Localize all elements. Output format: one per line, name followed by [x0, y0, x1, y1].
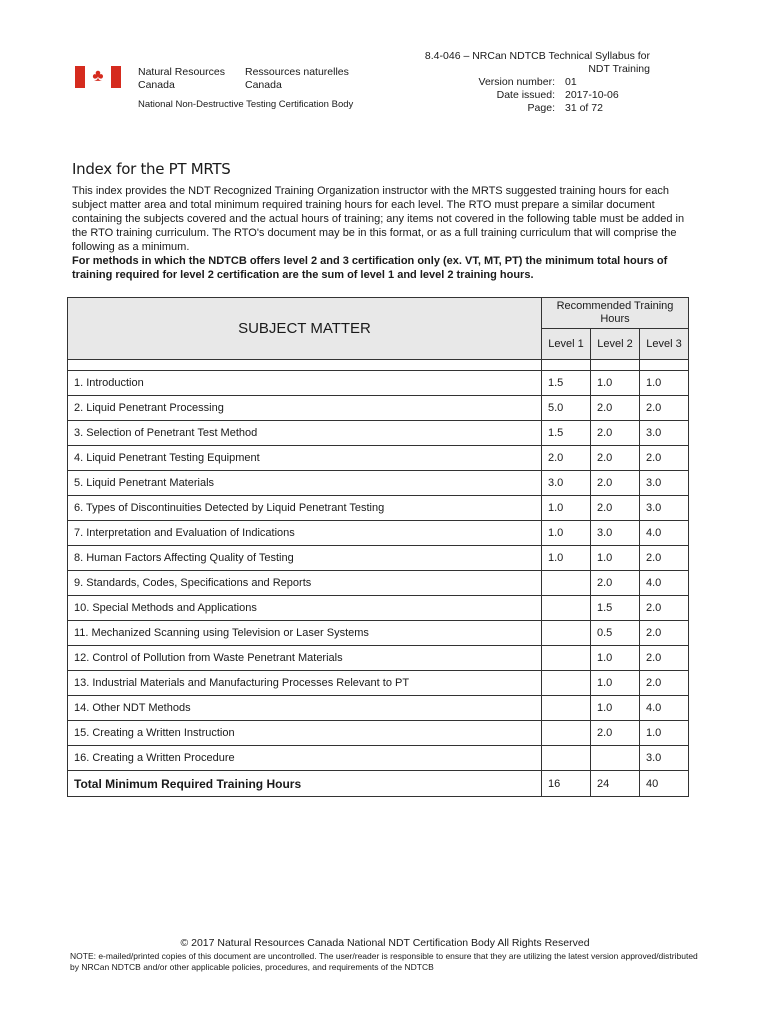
level2-hours: 1.5: [591, 596, 640, 621]
level2-hours: 1.0: [591, 696, 640, 721]
level2-hours: 1.0: [591, 646, 640, 671]
table-row: [68, 621, 689, 646]
level3-hours: 40: [640, 771, 689, 797]
level3-hours: 2.0: [640, 596, 689, 621]
footer: [70, 938, 700, 973]
level3-hours: 3.0: [640, 471, 689, 496]
table-row: [68, 496, 689, 521]
level3-hours: 2.0: [640, 396, 689, 421]
level3-hours: 3.0: [640, 421, 689, 446]
doc-id-line1: 8.4-046 – NRCan NDTCB Technical Syllabus for: [424, 50, 650, 62]
document-metadata: [400, 50, 650, 115]
total-row: [68, 771, 689, 797]
level1-hours: [542, 596, 591, 621]
table-row: [68, 596, 689, 621]
level3-hours: 1.0: [640, 371, 689, 396]
row-label: 6. Types of Discontinuities Detected by Liquid Penetrant Testing: [68, 496, 542, 521]
level1-hours: 5.0: [542, 396, 591, 421]
row-label: 7. Interpretation and Evaluation of Indications: [68, 521, 542, 546]
table-row: [68, 521, 689, 546]
level2-hours: 2.0: [591, 571, 640, 596]
level3-hours: 4.0: [640, 571, 689, 596]
level3-header: Level 3: [640, 329, 689, 360]
level1-hours: [542, 621, 591, 646]
level2-hours: 24: [591, 771, 640, 797]
ndtcb-name: National Non-Destructive Testing Certification Body: [138, 99, 354, 110]
level2-header: Level 2: [591, 329, 640, 360]
table-row: [68, 746, 689, 771]
level1-hours: [542, 721, 591, 746]
footer-note: NOTE: e-mailed/printed copies of this document are uncontrolled. The user/reader is responsible to ensure that they are utilizing the latest version approved/distributed by NRCan NDTCB and/or other applicable policies, procedures, and requirements of the NDTCB: [70, 951, 698, 972]
row-label: 5. Liquid Penetrant Materials: [68, 471, 542, 496]
org-name-en: Natural Resources Canada: [138, 66, 225, 91]
level1-hours: 1.0: [542, 546, 591, 571]
table-row: [68, 546, 689, 571]
doc-id-line2: NDT Training: [588, 63, 650, 75]
level1-header: Level 1: [542, 329, 591, 360]
level3-hours: 2.0: [640, 546, 689, 571]
recommended-hours-header: Recommended Training Hours: [542, 298, 689, 329]
level1-hours: 1.5: [542, 421, 591, 446]
level1-hours: 1.0: [542, 496, 591, 521]
table-row: [68, 646, 689, 671]
row-label: 13. Industrial Materials and Manufacturing Processes Relevant to PT: [68, 671, 542, 696]
level1-hours: 1.5: [542, 371, 591, 396]
row-label: 3. Selection of Penetrant Test Method: [68, 421, 542, 446]
row-label: 15. Creating a Written Instruction: [68, 721, 542, 746]
level3-hours: 4.0: [640, 696, 689, 721]
table-row: [68, 471, 689, 496]
subject-header: SUBJECT MATTER: [68, 298, 542, 360]
level2-hours: 0.5: [591, 621, 640, 646]
level3-hours: 4.0: [640, 521, 689, 546]
level1-hours: [542, 696, 591, 721]
level2-hours: 2.0: [591, 421, 640, 446]
level2-hours: 2.0: [591, 721, 640, 746]
level2-hours: 1.0: [591, 371, 640, 396]
level2-hours: 2.0: [591, 496, 640, 521]
intro-paragraph: This index provides the NDT Recognized Training Organization instructor with the MRTS suggested training hours for each subject matter area and total minimum required training hours for each level. The RTO must prepare a similar document containing the subjects covered and the actual hours of training; any items not covered in the following table must be added in the RTO training curriculum. The RTO's document may be in this format, or as a full training curriculum that will comprise the following as a minimum.: [72, 185, 685, 253]
level1-hours: 16: [542, 771, 591, 797]
table-row: [68, 696, 689, 721]
level1-hours: [542, 671, 591, 696]
training-hours-table: [67, 297, 689, 797]
page-row: Page: 31 of 72: [527, 102, 603, 114]
intro-text: [72, 184, 692, 282]
copyright: © 2017 Natural Resources Canada National NDT Certification Body All Rights Reserved: [180, 937, 590, 949]
intro-bold-note: For methods in which the NDTCB offers level 2 and 3 certification only (ex. VT, MT, PT) the minimum total hours of training required for level 2 certification are the sum of level 1 and level 2 training hours.: [72, 255, 668, 281]
level1-hours: 2.0: [542, 446, 591, 471]
table-row: [68, 571, 689, 596]
level3-hours: 2.0: [640, 446, 689, 471]
table-row: [68, 671, 689, 696]
level2-hours: 3.0: [591, 521, 640, 546]
level1-hours: [542, 646, 591, 671]
level1-hours: 1.0: [542, 521, 591, 546]
row-label: 4. Liquid Penetrant Testing Equipment: [68, 446, 542, 471]
canada-flag-icon: ♣: [75, 66, 121, 88]
level1-hours: [542, 571, 591, 596]
level2-hours: 2.0: [591, 471, 640, 496]
row-label: 14. Other NDT Methods: [68, 696, 542, 721]
level2-hours: 2.0: [591, 446, 640, 471]
level2-hours: [591, 746, 640, 771]
level3-hours: 3.0: [640, 496, 689, 521]
page-title: Index for the PT MRTS: [72, 160, 231, 178]
level3-hours: 2.0: [640, 671, 689, 696]
date-row: Date issued: 2017-10-06: [496, 89, 619, 101]
row-label: 9. Standards, Codes, Specifications and Reports: [68, 571, 542, 596]
level1-hours: 3.0: [542, 471, 591, 496]
table-row: [68, 396, 689, 421]
version-row: Version number: 01: [478, 76, 577, 88]
level2-hours: 2.0: [591, 396, 640, 421]
level1-hours: [542, 746, 591, 771]
row-label: Total Minimum Required Training Hours: [68, 771, 542, 797]
table-row: [68, 446, 689, 471]
level2-hours: 1.0: [591, 546, 640, 571]
level3-hours: 3.0: [640, 746, 689, 771]
table-row: [68, 721, 689, 746]
level3-hours: 2.0: [640, 646, 689, 671]
table-body: [68, 360, 689, 797]
row-label: 16. Creating a Written Procedure: [68, 746, 542, 771]
row-label: 2. Liquid Penetrant Processing: [68, 396, 542, 421]
row-label: 8. Human Factors Affecting Quality of Testing: [68, 546, 542, 571]
level3-hours: 1.0: [640, 721, 689, 746]
table-row: [68, 371, 689, 396]
org-name-fr: Ressources naturelles Canada: [245, 66, 349, 91]
level2-hours: 1.0: [591, 671, 640, 696]
row-label: 12. Control of Pollution from Waste Penetrant Materials: [68, 646, 542, 671]
table-row: [68, 421, 689, 446]
row-label: 10. Special Methods and Applications: [68, 596, 542, 621]
row-label: 1. Introduction: [68, 371, 542, 396]
level3-hours: 2.0: [640, 621, 689, 646]
row-label: 11. Mechanized Scanning using Television or Laser Systems: [68, 621, 542, 646]
